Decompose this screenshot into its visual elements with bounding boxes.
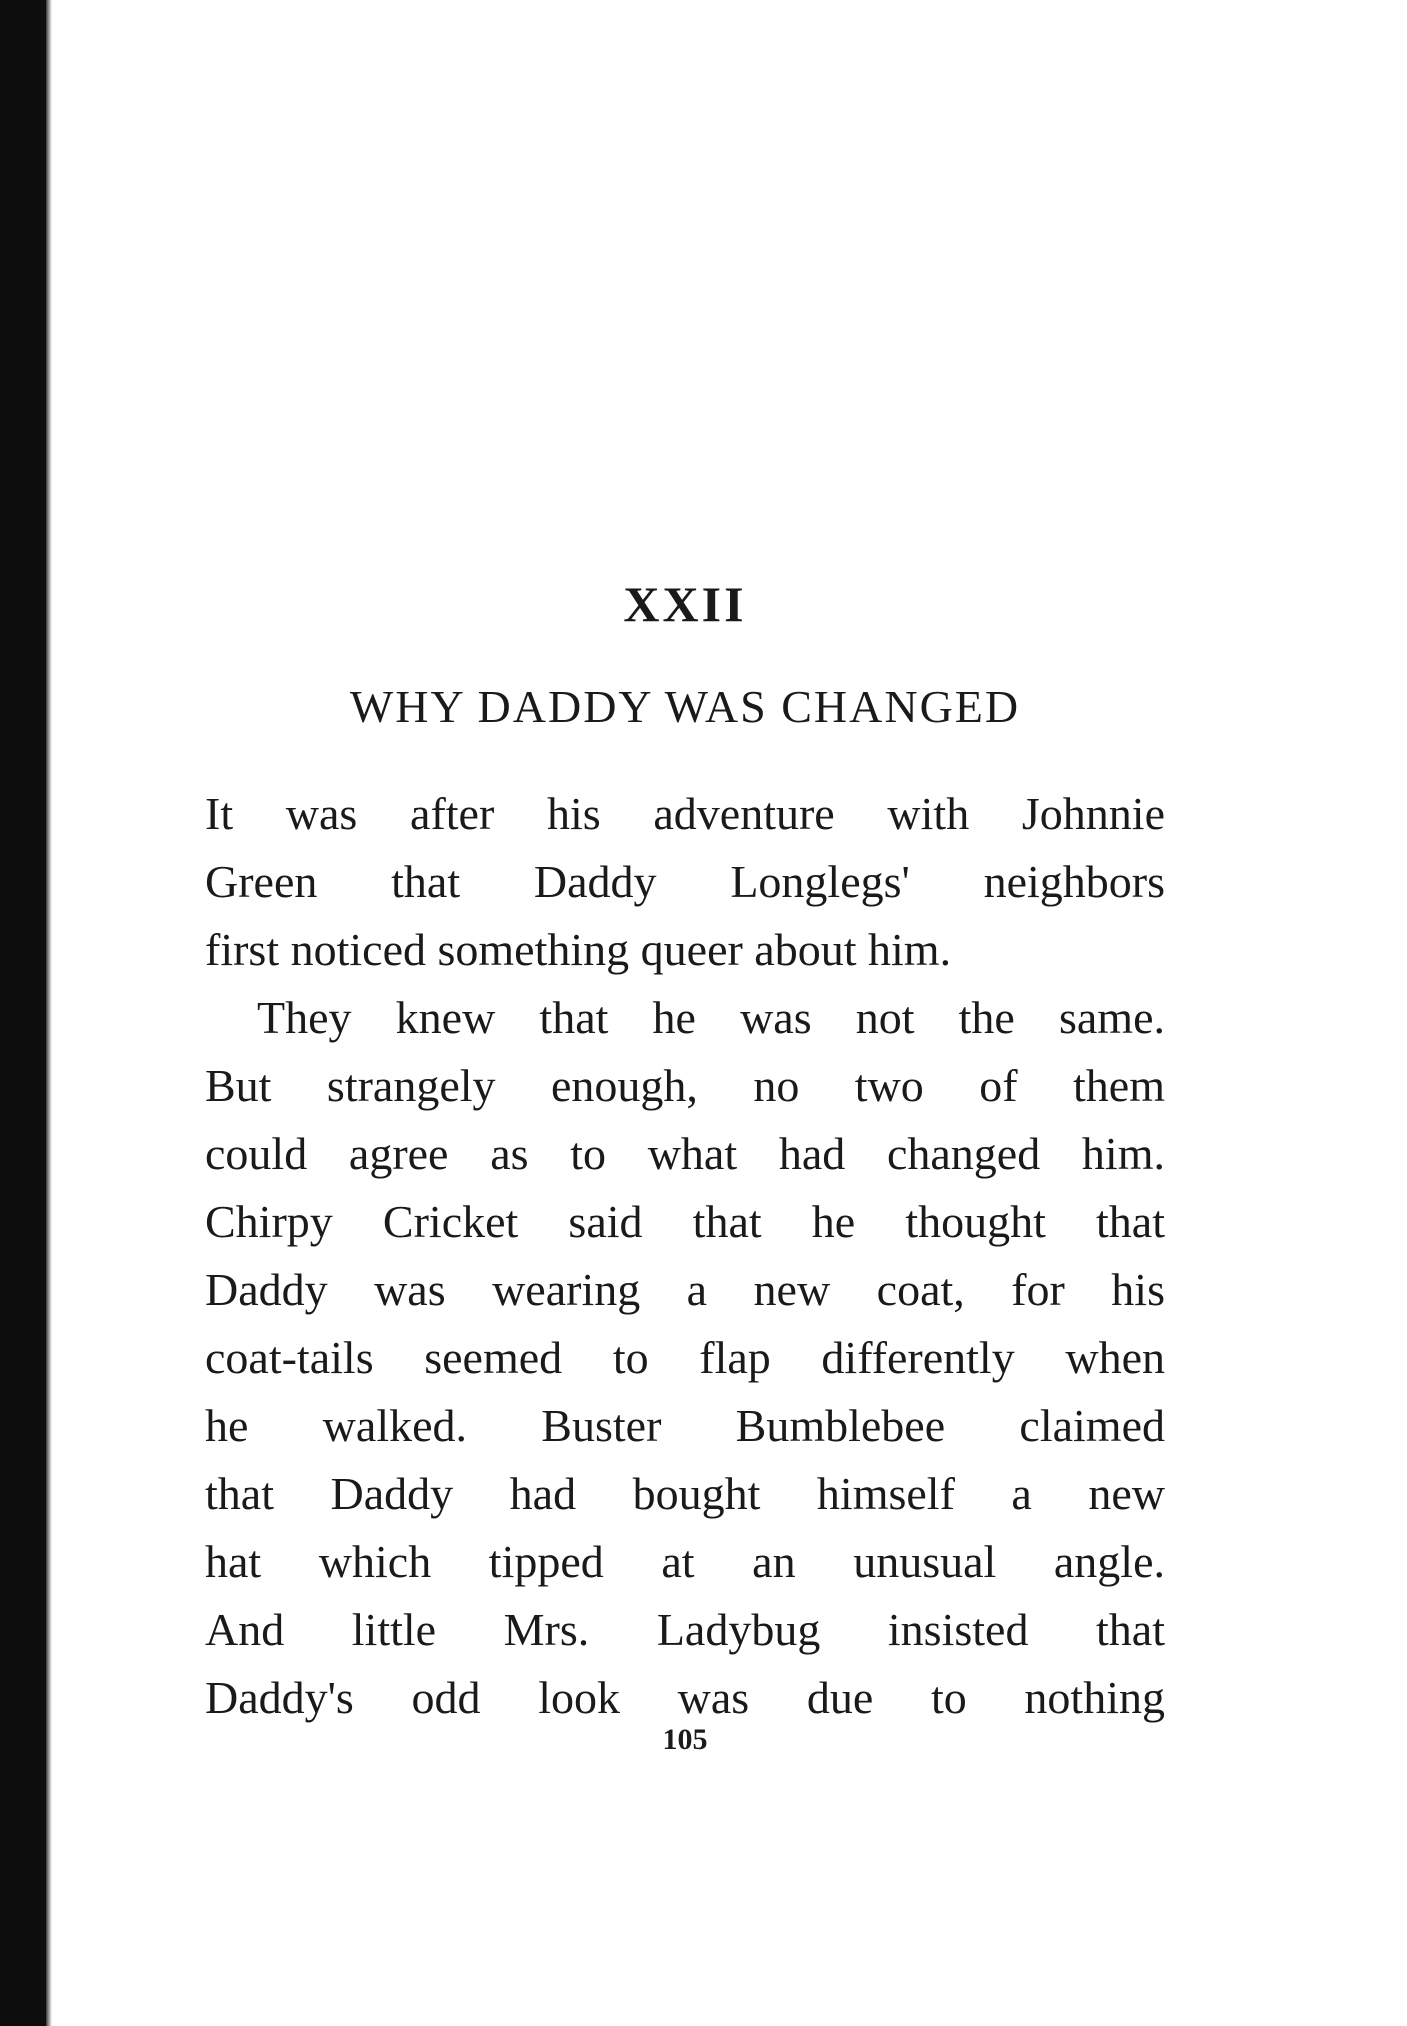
text-line: Green that Daddy Longlegs' neighbors — [205, 856, 1165, 907]
text-line: They knew that he was not the same. — [257, 992, 1165, 1043]
text-line: hat which tipped at an unusual angle. — [205, 1536, 1165, 1587]
body-text — [205, 780, 1165, 1732]
text-line: But strangely enough, no two of them — [205, 1060, 1165, 1111]
chapter-number: XXII — [623, 576, 747, 632]
text-line: Chirpy Cricket said that he thought that — [205, 1196, 1165, 1247]
book-spine-edge — [46, 0, 52, 2026]
text-line: And little Mrs. Ladybug insisted that — [205, 1604, 1165, 1655]
text-line: could agree as to what had changed him. — [205, 1128, 1165, 1179]
text-line: that Daddy had bought himself a new — [205, 1468, 1165, 1519]
book-spine-shadow — [0, 0, 46, 2026]
page-number: 105 — [662, 1723, 708, 1756]
book-page — [205, 0, 1165, 2026]
text-line: first noticed something queer about him. — [205, 924, 952, 975]
chapter-title: WHY DADDY WAS CHANGED — [349, 681, 1021, 732]
text-line: It was after his adventure with Johnnie — [205, 788, 1165, 839]
text-line: he walked. Buster Bumblebee claimed — [205, 1400, 1165, 1451]
text-line: coat-tails seemed to flap differently when — [205, 1332, 1165, 1383]
text-line: Daddy's odd look was due to nothing — [205, 1672, 1165, 1723]
text-line: Daddy was wearing a new coat, for his — [205, 1264, 1165, 1315]
